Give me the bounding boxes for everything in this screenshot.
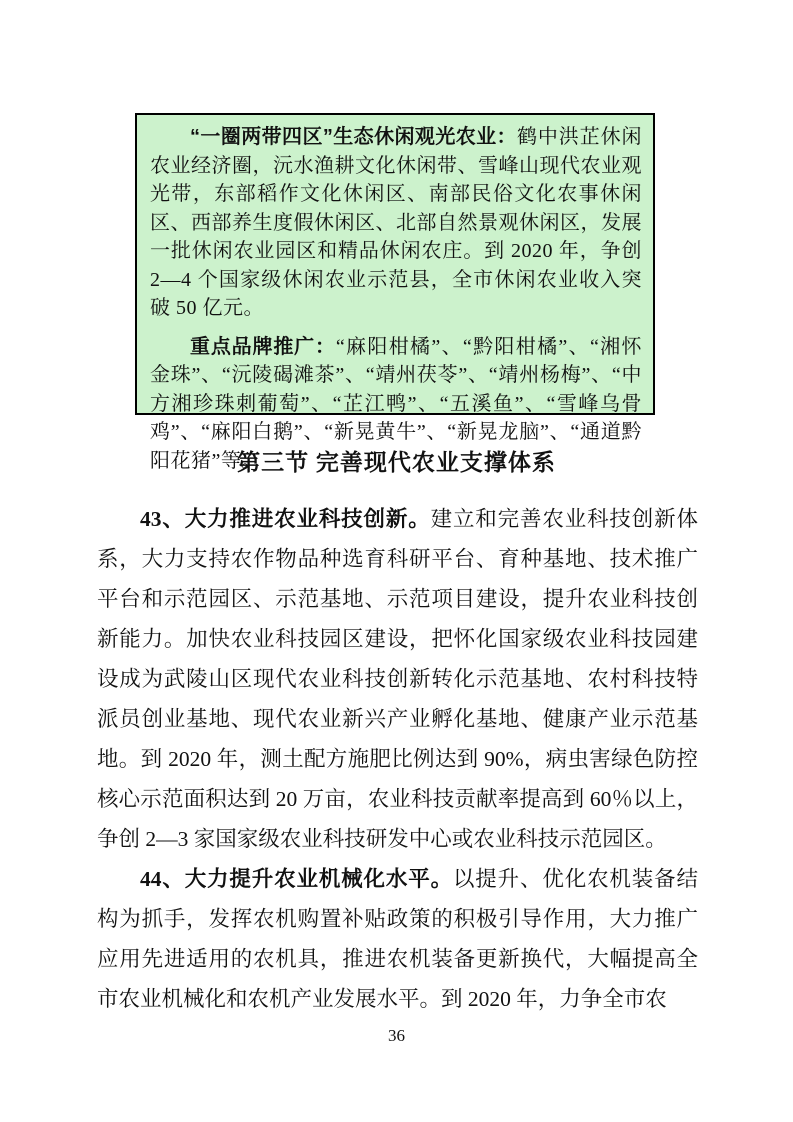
- body-paragraph-43-body: 建立和完善农业科技创新体系，大力支持农作物品种选育科研平台、育种基地、技术推广平台和示范园区、示范基地、示范项目建设，提升农业科技创新能力。加快农业科技园区建设，把怀化国家级农业科技园建设成为武陵山区现代农业科技创新转化示范基地、农村科技特派员创业基地、现代农业新兴产业孵化基地、健康产业示范基地。到 2020 年，测土配方施肥比例达到 90%，病虫害绿色防控核心示范面积达到 20 万亩，农业科技贡献率提高到 60％以上，争创 2—3 家国家级农业科技研发中心或农业科技示范园区。: [97, 507, 698, 851]
- highlight-box-paragraph-2-body: “麻阳柑橘”、“黔阳柑橘”、“湘怀金珠”、“沅陵碣滩茶”、“靖州茯苓”、“靖州杨梅”、“中方湘珍珠刺葡萄”、“芷江鸭”、“五溪鱼”、“雪峰乌骨鸡”、“麻阳白鹅”、“新晃黄牛”、“新晃龙脑”、“通道黔阳花猪”等。: [150, 335, 643, 472]
- body-paragraph-44-body: 以提升、优化农机装备结构为抓手，发挥农机购置补贴政策的积极引导作用，大力推广应用先进适用的农机具，推进农机装备更新换代，大幅提高全市农业机械化和农机产业发展水平。到 2020 年，力争全市农: [97, 867, 698, 1011]
- body-paragraph-43: [97, 499, 698, 859]
- body-text-block: [97, 499, 698, 1019]
- highlight-box-paragraph-1-lead: “一圈两带四区”生态休闲观光农业：: [190, 126, 517, 148]
- highlight-box-paragraph-1: [150, 123, 642, 323]
- body-paragraph-43-lead: 43、大力推进农业科技创新。: [140, 507, 431, 531]
- body-paragraph-44-lead: 44、大力提升农业机械化水平。: [140, 867, 453, 891]
- highlight-box-paragraph-1-body: 鹤中洪芷休闲农业经济圈，沅水渔耕文化休闲带、雪峰山现代农业观光带，东部稻作文化休闲区、南部民俗文化农事休闲区、西部养生度假休闲区、北部自然景观休闲区，发展一批休闲农业园区和精品休闲农庄。到 2020 年，争创 2—4 个国家级休闲农业示范县，全市休闲农业收入突破 50 亿元。: [150, 126, 643, 319]
- page-number: 36: [388, 1026, 405, 1045]
- body-paragraph-44: [97, 859, 698, 1019]
- section-heading: 第三节 完善现代农业支撑体系: [237, 450, 556, 475]
- highlight-box-paragraph-2-lead: 重点品牌推广：: [190, 335, 336, 358]
